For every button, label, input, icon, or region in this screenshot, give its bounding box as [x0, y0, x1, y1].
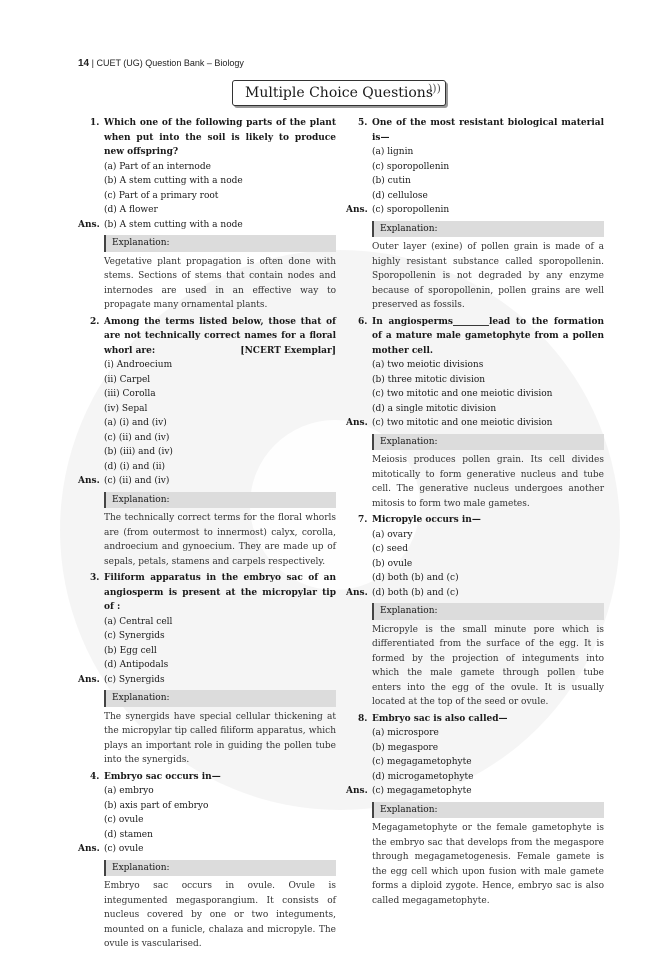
explanation-text: Outer layer (exine) of pollen grain is made of a highly resistant substance called sporopollenin. Sporopollenin is not degraded by any enzyme because of sporopollenin, pollen grains are well preserved as fossils. [372, 242, 604, 310]
answer: Ans. (c) megagametophyte [346, 786, 472, 796]
question: 4. Embryo sac occurs in— [90, 771, 221, 782]
explanation-text: The technically correct terms for the floral whorls are (from outermost to innermost) calyx, corolla, androecium and gynoecium. They are made up of sepals, petals, stamens and carpels respectively. [104, 513, 336, 567]
question: 2. Among the terms listed below, those that of are not technically correct names for a floral whorl are: [NCERT Exemplar] [78, 315, 336, 359]
explanation-heading: Explanation: [104, 690, 336, 707]
explanation-heading: Explanation: [372, 434, 604, 451]
book-title: CUET (UG) Question Bank – Biology [96, 58, 244, 68]
explanation-heading: Explanation: [372, 221, 604, 238]
options: (a) microspore (b) megaspore (c) megagametophyte (d) microgametophyte [372, 728, 474, 782]
page-header: 14 | CUET (UG) Question Bank – Biology [78, 58, 244, 69]
options: (a) embryo (b) axis part of embryo (c) ovule (d) stamen [104, 786, 209, 840]
answer: Ans. (c) ovule [78, 844, 144, 854]
options: (a) (i) and (iv) (c) (ii) and (iv) (b) (iii) and (iv) (d) (i) and (ii) [104, 418, 173, 472]
explanation-text: Embryo sac occurs in ovule. Ovule is integumented megasporangium. It consists of nucleus covered by one or two integuments, mounted on a funicle, chalaza and micropyle. The ovule is vascularised. [104, 881, 336, 949]
explanation-heading: Explanation: [104, 492, 336, 509]
explanation-heading: Explanation: [104, 860, 336, 877]
options: (a) Part of an internode (b) A stem cutting with a node (c) Part of a primary root (d) A flower [104, 161, 243, 215]
question: 3. Filiform apparatus in the embryo sac of an angiosperm is present at the micropylar tip of : [90, 573, 336, 612]
question: 8. Embryo sac is also called— [358, 713, 508, 724]
options: (a) ovary (c) seed (b) ovule (d) both (b) and (c) [372, 529, 459, 583]
question: 6. In angiosperms________lead to the formation of a mature male gametophyte from a pollen mother cell. [358, 316, 604, 356]
answer: Ans. (c) sporopollenin [346, 205, 450, 215]
explanation-text: Micropyle is the small minute pore which is differentiated from the surface of the egg. It is formed by the projection of integuments into which the male gamete through pollen tube enters into the egg of the ovule. It is usually located at the top of the seed or ovule. [372, 624, 604, 707]
answer: Ans. (c) two mitotic and one meiotic division [346, 418, 553, 428]
section-banner: Multiple Choice Questions [232, 80, 446, 106]
question: 5. One of the most resistant biological material is— [358, 118, 604, 143]
right-column [346, 116, 604, 910]
answer: Ans. (c) (ii) and (iv) [78, 476, 170, 486]
options: (a) Central cell (c) Synergids (b) Egg cell (d) Antipodals [104, 616, 173, 670]
answer: Ans. (c) Synergids [78, 674, 165, 685]
answer: Ans. (d) both (b) and (c) [346, 587, 459, 598]
explanation-text: Vegetative plant propagation is often done with stems. Sections of stems that contain nodes and internodes are used in an effective way to propagate many ornamental plants. [104, 256, 336, 310]
explanation-text: Meiosis produces pollen grain. Its cell divides mitotically to form generative nucleus and tube cell. The generative nucleus undergoes another mitosis to form two male gametes. [372, 455, 604, 509]
signal-icon: ))) [428, 82, 441, 95]
explanation-text: The synergids have special cellular thickening at the micropylar tip called filiform apparatus, which plays an important role in guiding the pollen tube into the synergids. [104, 711, 336, 765]
question: 7. Micropyle occurs in— [358, 515, 481, 525]
question: 1. Which one of the following parts of the plant when put into the soil is likely to produce new offspring? [90, 118, 336, 157]
options: (a) two meiotic divisions (b) three mitotic division (c) two mitotic and one meiotic division (d) a single mitotic division [372, 360, 553, 414]
options: (a) lignin (c) sporopollenin (b) cutin (d) cellulose [372, 147, 450, 201]
left-column [78, 116, 336, 954]
items: (i) Androecium (ii) Carpel (iii) Corolla (iv) Sepal [104, 360, 173, 414]
answer: Ans. (b) A stem cutting with a node [78, 219, 243, 230]
source-tag: [NCERT Exemplar] [240, 345, 336, 356]
page-number: 14 [78, 58, 90, 69]
explanation-heading: Explanation: [372, 603, 604, 620]
explanation-heading: Explanation: [372, 802, 604, 819]
explanation-heading: Explanation: [104, 235, 336, 252]
explanation-text: Megagametophyte or the female gametophyte is the embryo sac that develops from the megaspore through megagametogenesis. Female gamete is the egg cell which upon fusion with male gamete forms a diploid zygote. Hence, embryo sac is also called megagametophyte. [372, 823, 604, 906]
